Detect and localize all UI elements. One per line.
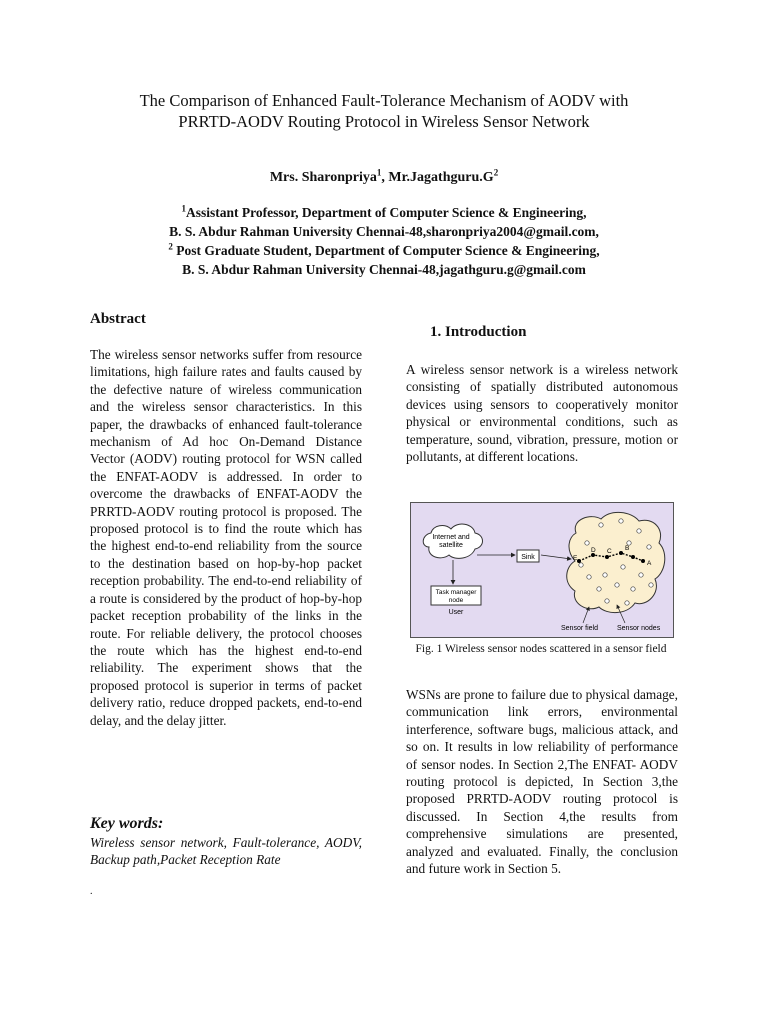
- trailing-dot: .: [90, 886, 93, 897]
- node-label-b: B: [625, 545, 630, 552]
- node-label-c: C: [607, 548, 612, 555]
- title-line-1: The Comparison of Enhanced Fault-Tolerance Mechanism of AODV with: [139, 91, 629, 110]
- node-label-e: E: [573, 555, 578, 562]
- affiliation-2-line-1: [0, 241, 768, 260]
- introduction-paragraph-2: WSNs are prone to failure due to physical damage, communication link errors, environmental interference, software bugs, malicious attack, and so on. It results in low reliability of performance of sensor nodes. In Section 2,The ENFAT- AODV routing protocol is depicted, In Section 3,the proposed PRRTD-AODV routing protocol is discussed. In Section 4,the results from comprehensive simulations are presented, analyzed and evaluated. Finally, the conclusion and future work in Section 5.: [406, 687, 678, 877]
- task-manager-label-2: node: [448, 597, 464, 604]
- introduction-heading: 1. Introduction: [430, 324, 527, 340]
- figure-caption: Fig. 1 Wireless sensor nodes scattered in a sensor field: [415, 643, 667, 655]
- task-manager-box: [431, 586, 481, 616]
- keywords-heading: Key words:: [90, 815, 164, 832]
- author-separator: ,: [381, 170, 389, 185]
- abstract-heading: Abstract: [90, 311, 146, 327]
- introduction-paragraph-1: A wireless sensor network is a wireless network consisting of spatially distributed autonomous devices using sensors to cooperatively monitor physical or environmental conditions, such as temperature, sound, vibration, pressure, motion or pollutants, at different locations.: [406, 362, 678, 465]
- node-label-d: D: [591, 547, 596, 554]
- sensor-field-label: Sensor field: [561, 625, 598, 632]
- affiliation-2-line-2: B. S. Abdur Rahman University Chennai-48,jagathguru.g@gmail.com: [182, 262, 586, 277]
- keywords-text: Wireless sensor network, Fault-tolerance, AODV, Backup path,Packet Reception Rate: [90, 835, 362, 868]
- affiliation-1-line-2: B. S. Abdur Rahman University Chennai-48,sharonpriya2004@gmail.com,: [169, 224, 599, 239]
- internet-label-1: Internet and: [432, 534, 470, 541]
- figure-diagram: [411, 503, 673, 637]
- affiliation-1-text: Assistant Professor, Department of Computer Science & Engineering,: [185, 205, 587, 220]
- paper-title: [60, 90, 708, 132]
- task-manager-label-1: Task manager: [435, 589, 477, 596]
- affiliation-1-line-1: [0, 203, 768, 222]
- author-2-sup: 2: [493, 167, 499, 178]
- author-1-sup: 1: [376, 167, 382, 178]
- sensor-network-figure: [410, 502, 674, 638]
- user-label: User: [448, 609, 464, 616]
- sink-box: [517, 550, 539, 562]
- abstract-text: The wireless sensor networks suffer from resource limitations, high failure rates and faults caused by the defective nature of wireless communication and the wireless sensor characteristics. In this paper, the drawbacks of enhanced fault-tolerance mechanism of Ad hoc On-Demand Distance Vector (AODV) routing protocol for WSN called the ENFAT-AODV is addressed. In order to overcome the drawbacks of ENFAT-AODV the PRRTD-AODV routing protocol is proposed. The proposed protocol is to find the route which has the highest end-to-end reliability from the source to the destination based on hop-by-hop packet reception probability. The end-to-end reliability of a route is considered by the product of hop-by-hop packet reception probability of the links in the route. For reliable delivery, the protocol chooses the route which has the highest end-to-end reliability. The experiment shows that the proposed protocol is superior in terms of packet delivery ratio, reduce dropped packets, end-to-end delay, and the delay jitter.: [90, 347, 362, 728]
- affiliation-2-sup: 2: [168, 241, 173, 252]
- sink-label: Sink: [521, 554, 535, 561]
- affiliation-1-sup: 1: [181, 203, 186, 214]
- title-line-2: PRRTD-AODV Routing Protocol in Wireless Sensor Network: [178, 112, 590, 131]
- node-label-a: A: [647, 560, 652, 567]
- sink-to-field-arrow: [541, 555, 571, 559]
- internet-cloud: [423, 524, 482, 558]
- affiliations: [0, 203, 768, 279]
- author-2: Mr.Jagathguru.G: [388, 170, 494, 185]
- sensor-nodes-label: Sensor nodes: [617, 625, 661, 632]
- sensor-field: [567, 512, 665, 612]
- sensor-field-pointer: [583, 607, 589, 623]
- internet-label-2: satellite: [439, 542, 463, 549]
- author-1: Mrs. Sharonpriya: [269, 170, 377, 185]
- authors: [0, 167, 768, 186]
- affiliation-2-text: Post Graduate Student, Department of Computer Science & Engineering,: [172, 243, 600, 258]
